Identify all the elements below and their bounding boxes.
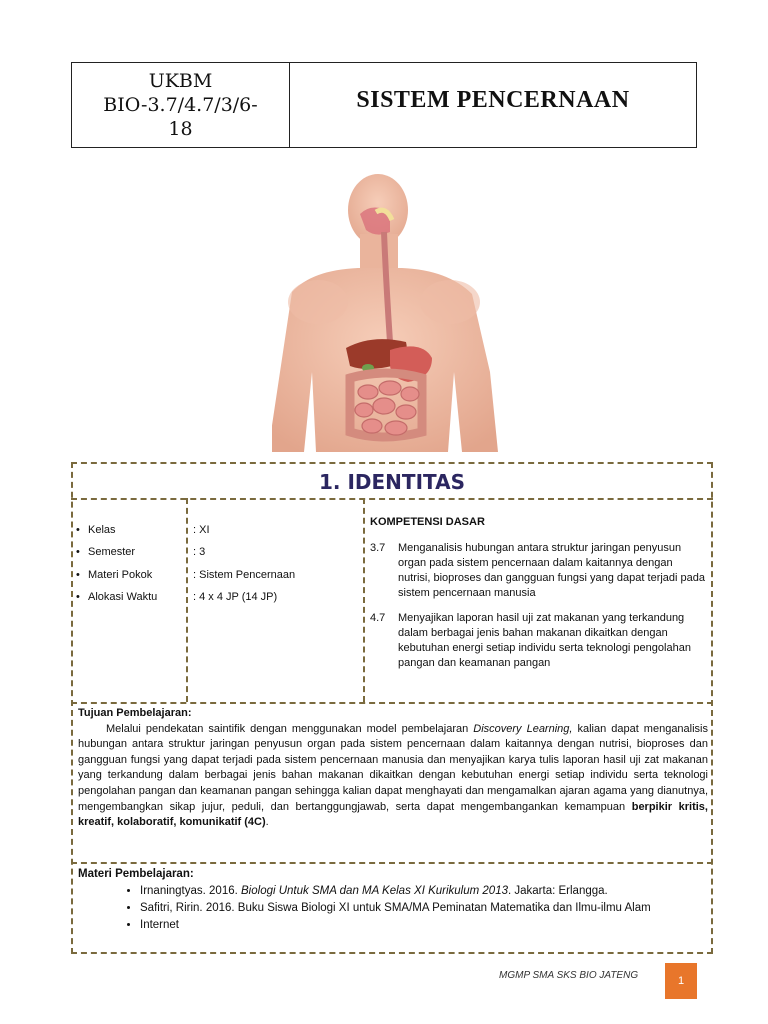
- digestive-system-illustration: [272, 172, 508, 452]
- list-item: [140, 917, 708, 934]
- tujuan-model: Discovery Learning,: [473, 722, 573, 735]
- ref-text: . Jakarta: Erlangga.: [508, 885, 608, 897]
- identity-row-alokasi-waktu: [76, 591, 363, 603]
- tujuan-text: Melalui pendekatan saintifik dengan menggunakan model pembelajaran: [106, 722, 474, 735]
- materi-list: [78, 883, 708, 934]
- divider: [71, 702, 713, 704]
- divider: [363, 498, 365, 702]
- identity-value: : Sistem Pencernaan: [193, 569, 296, 581]
- identity-label: Materi Pokok: [88, 569, 153, 581]
- ukbm-code-line2: BIO-3.7/4.7/3/6-: [103, 94, 258, 116]
- bullet-icon: •: [76, 569, 80, 581]
- ref-title: Biologi Untuk SMA dan MA Kelas XI Kurikulum 2013: [241, 885, 508, 897]
- identity-value: : XI: [193, 524, 210, 536]
- tujuan-body: [78, 722, 708, 831]
- ukbm-code: [72, 63, 290, 147]
- tujuan-4c: berpikir kritis, kreatif, kolaboratif, komunikatif (4C): [78, 800, 708, 829]
- kd-number: 3.7: [370, 542, 386, 554]
- identity-row-materi-pokok: [76, 569, 363, 581]
- tujuan-text: .: [265, 816, 269, 829]
- ukbm-code-line1: UKBM: [148, 70, 213, 92]
- identity-row-kelas: [76, 524, 363, 536]
- kd-item: [370, 541, 706, 601]
- document-title: SISTEM PENCERNAAN: [356, 86, 630, 113]
- identity-row-semester: [76, 546, 363, 558]
- list-item: [140, 900, 708, 917]
- ref-text: Irnaningtyas. 2016.: [140, 885, 242, 897]
- kompetensi-dasar: [370, 516, 706, 681]
- tujuan-pembelajaran: [78, 706, 708, 831]
- kd-item: [370, 611, 706, 671]
- identity-value: : 3: [193, 546, 206, 558]
- kd-number: 4.7: [370, 612, 386, 624]
- bullet-icon: •: [76, 591, 80, 603]
- identitas-heading: 1. IDENTITAS: [319, 470, 465, 494]
- divider: [71, 498, 713, 500]
- kd-text: Menganalisis hubungan antara struktur jaringan penyusun organ pada sistem pencernaan dalam kaitannya dengan nutrisi, bioproses dan gangguan fungsi yang dapat terjadi pada sistem pencernaan manusia: [398, 542, 706, 599]
- bullet-icon: •: [76, 524, 80, 536]
- identity-value: : 4 x 4 JP (14 JP): [193, 591, 278, 603]
- list-item: [140, 883, 708, 900]
- materi-pembelajaran: [78, 866, 708, 934]
- tujuan-text: kalian dapat menganalisis hubungan antara struktur jaringan penyusun organ pada sistem pencernaan dalam kaitannya dengan nutrisi, bioproses dan gangguan fungsi yang dapat terjadi pada sistem pencernaan manusia dan menyajikan karya tulis laporan hasil uji zat makanan yang terkandung dalam berbagai jenis bahan makanan dikaitkan dengan kebutuhan energi setiap individu serta teknologi pengolahan pangan dan keamanan pangan sehingga kalian dapat menghayati dan mengamalkan ajaran agama yang dianutnya, mengembangkan sikap jujur, peduli, dan bertanggungjawab, serta dapat mengembangankan kemampuan: [78, 722, 709, 813]
- tujuan-title: Tujuan Pembelajaran:: [78, 707, 192, 719]
- ref-text: Safitri, Ririn. 2016. Buku Siswa Biologi XI untuk SMA/MA Peminatan Matematika dan Ilmu-ilmu Alam: [140, 902, 651, 914]
- identity-label: Kelas: [88, 524, 116, 536]
- ukbm-code-line3: 18: [168, 118, 193, 140]
- ref-text: Internet: [140, 919, 179, 931]
- identity-label: Semester: [88, 546, 136, 558]
- page-number: 1: [665, 963, 697, 999]
- identity-label: Alokasi Waktu: [88, 591, 158, 603]
- materi-title: Materi Pembelajaran:: [78, 868, 194, 880]
- kd-title: KOMPETENSI DASAR: [370, 516, 485, 528]
- bullet-icon: •: [76, 546, 80, 558]
- footer-organization: MGMP SMA SKS BIO JATENG: [499, 970, 639, 981]
- kd-text: Menyajikan laporan hasil uji zat makanan yang terkandung dalam berbagai jenis bahan makanan dikaitkan dengan kebutuhan energi setiap individu serta teknologi pengolahan pangan dan keamanan pangan: [398, 612, 691, 669]
- divider: [71, 862, 713, 864]
- header-table: [71, 62, 697, 148]
